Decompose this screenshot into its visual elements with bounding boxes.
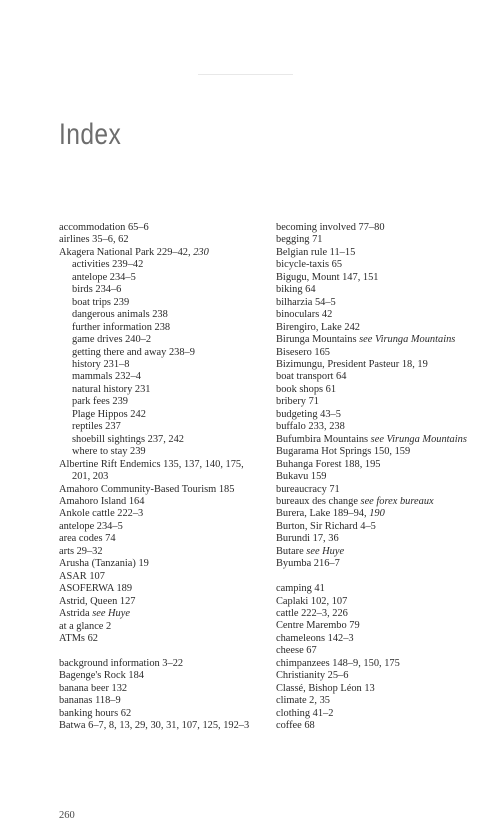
index-entry xyxy=(276,521,488,533)
entry-text: banana beer 132 xyxy=(59,682,128,694)
index-entry xyxy=(276,272,488,284)
index-entry xyxy=(276,645,488,657)
entry-text: cattle 222–3, 226 xyxy=(276,608,348,620)
index-entry xyxy=(276,508,488,520)
entry-text: natural history 231 xyxy=(72,383,151,395)
entry-italic-ref: see forex bureaux xyxy=(360,495,434,507)
index-entry xyxy=(59,571,269,583)
entry-text: coffee 68 xyxy=(276,720,315,732)
index-entry xyxy=(59,670,269,682)
index-entry xyxy=(276,620,488,632)
index-entry xyxy=(59,608,269,620)
entry-text: ASOFERWA 189 xyxy=(59,583,133,595)
entry-text: Belgian rule 11–15 xyxy=(276,246,356,258)
entry-text: Christianity 25–6 xyxy=(276,670,349,682)
entry-text: antelope 234–5 xyxy=(72,271,136,283)
entry-text: book shops 61 xyxy=(276,383,337,395)
index-entry xyxy=(59,633,269,645)
entry-italic-ref: see Virunga Mountains xyxy=(370,433,467,445)
index-entry xyxy=(276,434,488,446)
index-entry xyxy=(276,347,488,359)
index-entry xyxy=(276,558,488,570)
index-subentry xyxy=(59,297,269,309)
entry-text: Amahoro Community-Based Tourism 185 xyxy=(59,483,235,495)
page-title: Index xyxy=(59,118,122,151)
entry-italic-ref: see Huye xyxy=(306,545,345,557)
index-entry xyxy=(59,683,269,695)
index-entry xyxy=(276,334,488,346)
index-subentry xyxy=(59,396,269,408)
index-subentry xyxy=(59,259,269,271)
index-subentry xyxy=(59,309,269,321)
entry-text: bureaucracy 71 xyxy=(276,483,340,495)
index-entry xyxy=(276,409,488,421)
index-entry xyxy=(59,720,269,732)
entry-text: biking 64 xyxy=(276,284,316,296)
entry-text: arts 29–32 xyxy=(59,545,103,557)
entry-text: further information 238 xyxy=(72,321,171,333)
index-entry xyxy=(276,259,488,271)
entry-italic-ref: see Huye xyxy=(92,608,130,620)
index-subentry xyxy=(59,284,269,296)
index-entry xyxy=(276,396,488,408)
index-entry xyxy=(276,658,488,670)
entry-text: birds 234–6 xyxy=(72,284,122,296)
index-entry xyxy=(59,533,269,545)
entry-text: Bagenge's Rock 184 xyxy=(59,670,144,682)
entry-text: begging 71 xyxy=(276,234,323,246)
entry-text: Arusha (Tanzania) 19 xyxy=(59,558,149,570)
entry-text: chimpanzees 148–9, 150, 175 xyxy=(276,657,400,669)
entry-text: budgeting 43–5 xyxy=(276,408,341,420)
index-entry xyxy=(59,222,269,234)
index-entry xyxy=(276,546,488,558)
index-subentry xyxy=(59,409,269,421)
entry-text: antelope 234–5 xyxy=(59,520,123,532)
index-entry xyxy=(276,384,488,396)
index-entry xyxy=(276,633,488,645)
entry-text: background information 3–22 xyxy=(59,657,184,669)
entry-text: bilharzia 54–5 xyxy=(276,296,336,308)
section-gap xyxy=(276,571,488,583)
entry-text: Albertine Rift Endemics 135, 137, 140, 175, xyxy=(59,458,244,470)
index-entry xyxy=(276,247,488,259)
index-entry xyxy=(276,670,488,682)
index-entry xyxy=(276,322,488,334)
index-column-right xyxy=(276,222,488,733)
index-entry xyxy=(276,471,488,483)
entry-text: bribery 71 xyxy=(276,396,319,408)
entry-text: Burera, Lake 189–94, xyxy=(276,508,370,520)
entry-text: Burton, Sir Richard 4–5 xyxy=(276,520,376,532)
entry-italic-ref: see Virunga Mountains xyxy=(359,334,456,346)
index-entry xyxy=(276,222,488,234)
index-entry xyxy=(59,247,269,259)
index-entry xyxy=(276,297,488,309)
entry-text: Ankole cattle 222–3 xyxy=(59,508,144,520)
entry-text: Plage Hippos 242 xyxy=(72,408,146,420)
entry-text: Bugarama Hot Springs 150, 159 xyxy=(276,446,411,458)
entry-text: Caplaki 102, 107 xyxy=(276,595,348,607)
index-column-left xyxy=(59,222,269,733)
entry-text: area codes 74 xyxy=(59,533,116,545)
entry-text: Bigugu, Mount 147, 151 xyxy=(276,271,379,283)
entry-text: history 231–8 xyxy=(72,358,130,370)
index-subentry xyxy=(59,384,269,396)
index-entry xyxy=(276,708,488,720)
index-entry xyxy=(59,583,269,595)
entry-text: ASAR 107 xyxy=(59,570,105,582)
entry-text: accommodation 65–6 xyxy=(59,222,149,233)
index-entry xyxy=(59,596,269,608)
entry-text: airlines 35–6, 62 xyxy=(59,234,129,246)
entry-text: where to stay 239 xyxy=(72,446,146,458)
index-entry xyxy=(59,496,269,508)
index-entry xyxy=(59,521,269,533)
index-entry xyxy=(276,683,488,695)
index-entry xyxy=(59,695,269,707)
index-entry xyxy=(59,708,269,720)
index-entry xyxy=(276,608,488,620)
entry-text: Bufumbira Mountains xyxy=(276,433,371,445)
index-entry xyxy=(59,471,269,483)
section-gap xyxy=(59,645,269,657)
index-entry xyxy=(276,720,488,732)
entry-text: bicycle-taxis 65 xyxy=(276,259,343,271)
index-entry xyxy=(276,695,488,707)
index-subentry xyxy=(59,322,269,334)
entry-text: Bukavu 159 xyxy=(276,471,327,483)
entry-text: clothing 41–2 xyxy=(276,707,334,719)
entry-text: climate 2, 35 xyxy=(276,695,330,707)
index-entry xyxy=(276,371,488,383)
entry-text: Byumba 216–7 xyxy=(276,558,340,570)
entry-text: boat transport 64 xyxy=(276,371,347,383)
entry-text: bureaux des change xyxy=(276,495,361,507)
index-subentry xyxy=(59,421,269,433)
entry-text: Amahoro Island 164 xyxy=(59,495,145,507)
index-entry xyxy=(276,309,488,321)
entry-text: getting there and away 238–9 xyxy=(72,346,195,358)
entry-text: Classé, Bishop Léon 13 xyxy=(276,682,375,694)
entry-text: dangerous animals 238 xyxy=(72,309,168,321)
entry-italic-ref: 190 xyxy=(369,508,385,520)
entry-text: becoming involved 77–80 xyxy=(276,222,385,233)
index-entry xyxy=(276,446,488,458)
index-entry xyxy=(276,234,488,246)
entry-text: Buhanga Forest 188, 195 xyxy=(276,458,381,470)
index-entry xyxy=(276,421,488,433)
entry-text: 201, 203 xyxy=(72,471,109,483)
index-entry xyxy=(276,533,488,545)
entry-text: camping 41 xyxy=(276,583,325,595)
index-subentry xyxy=(59,334,269,346)
entry-text: Batwa 6–7, 8, 13, 29, 30, 31, 107, 125, 192–3 xyxy=(59,720,250,732)
entry-text: Astrida xyxy=(59,608,93,620)
entry-text: Birengiro, Lake 242 xyxy=(276,321,360,333)
entry-text: boat trips 239 xyxy=(72,296,130,308)
entry-text: banking hours 62 xyxy=(59,707,132,719)
index-entry xyxy=(276,583,488,595)
index-entry xyxy=(59,558,269,570)
entry-text: chameleons 142–3 xyxy=(276,632,354,644)
entry-text: shoebill sightings 237, 242 xyxy=(72,433,184,445)
index-subentry xyxy=(59,359,269,371)
entry-text: mammals 232–4 xyxy=(72,371,141,383)
entry-text: park fees 239 xyxy=(72,396,128,408)
entry-text: binoculars 42 xyxy=(276,309,333,321)
entry-text: Bisesero 165 xyxy=(276,346,330,358)
entry-text: Butare xyxy=(276,545,307,557)
index-entry xyxy=(276,284,488,296)
index-entry xyxy=(276,359,488,371)
entry-text: at a glance 2 xyxy=(59,620,112,632)
entry-text: Burundi 17, 36 xyxy=(276,533,339,545)
entry-italic-ref: 230 xyxy=(193,246,209,258)
index-entry xyxy=(59,621,269,633)
index-subentry xyxy=(59,272,269,284)
index-entry xyxy=(276,596,488,608)
entry-text: buffalo 233, 238 xyxy=(276,421,345,433)
entry-text: Bizimungu, President Pasteur 18, 19 xyxy=(276,358,428,370)
index-entry xyxy=(59,508,269,520)
entry-text: Centre Marembo 79 xyxy=(276,620,360,632)
entry-text: cheese 67 xyxy=(276,645,317,657)
entry-text: Akagera National Park 229–42, xyxy=(59,246,194,258)
entry-text: bananas 118–9 xyxy=(59,695,121,707)
entry-text: Astrid, Queen 127 xyxy=(59,595,136,607)
entry-text: activities 239–42 xyxy=(72,259,144,271)
index-subentry xyxy=(59,446,269,458)
entry-text: ATMs 62 xyxy=(59,632,98,644)
index-entry xyxy=(276,484,488,496)
index-entry xyxy=(59,546,269,558)
index-entry xyxy=(59,484,269,496)
entry-text: reptiles 237 xyxy=(72,421,121,433)
page-number: 260 xyxy=(59,810,75,821)
index-subentry xyxy=(59,347,269,359)
page-top-rule xyxy=(198,74,293,75)
index-entry xyxy=(276,496,488,508)
index-entry xyxy=(59,459,269,471)
entry-text: game drives 240–2 xyxy=(72,334,152,346)
index-entry xyxy=(59,658,269,670)
entry-text: Birunga Mountains xyxy=(276,334,360,346)
index-subentry xyxy=(59,434,269,446)
index-entry xyxy=(59,234,269,246)
index-entry xyxy=(276,459,488,471)
index-subentry xyxy=(59,371,269,383)
